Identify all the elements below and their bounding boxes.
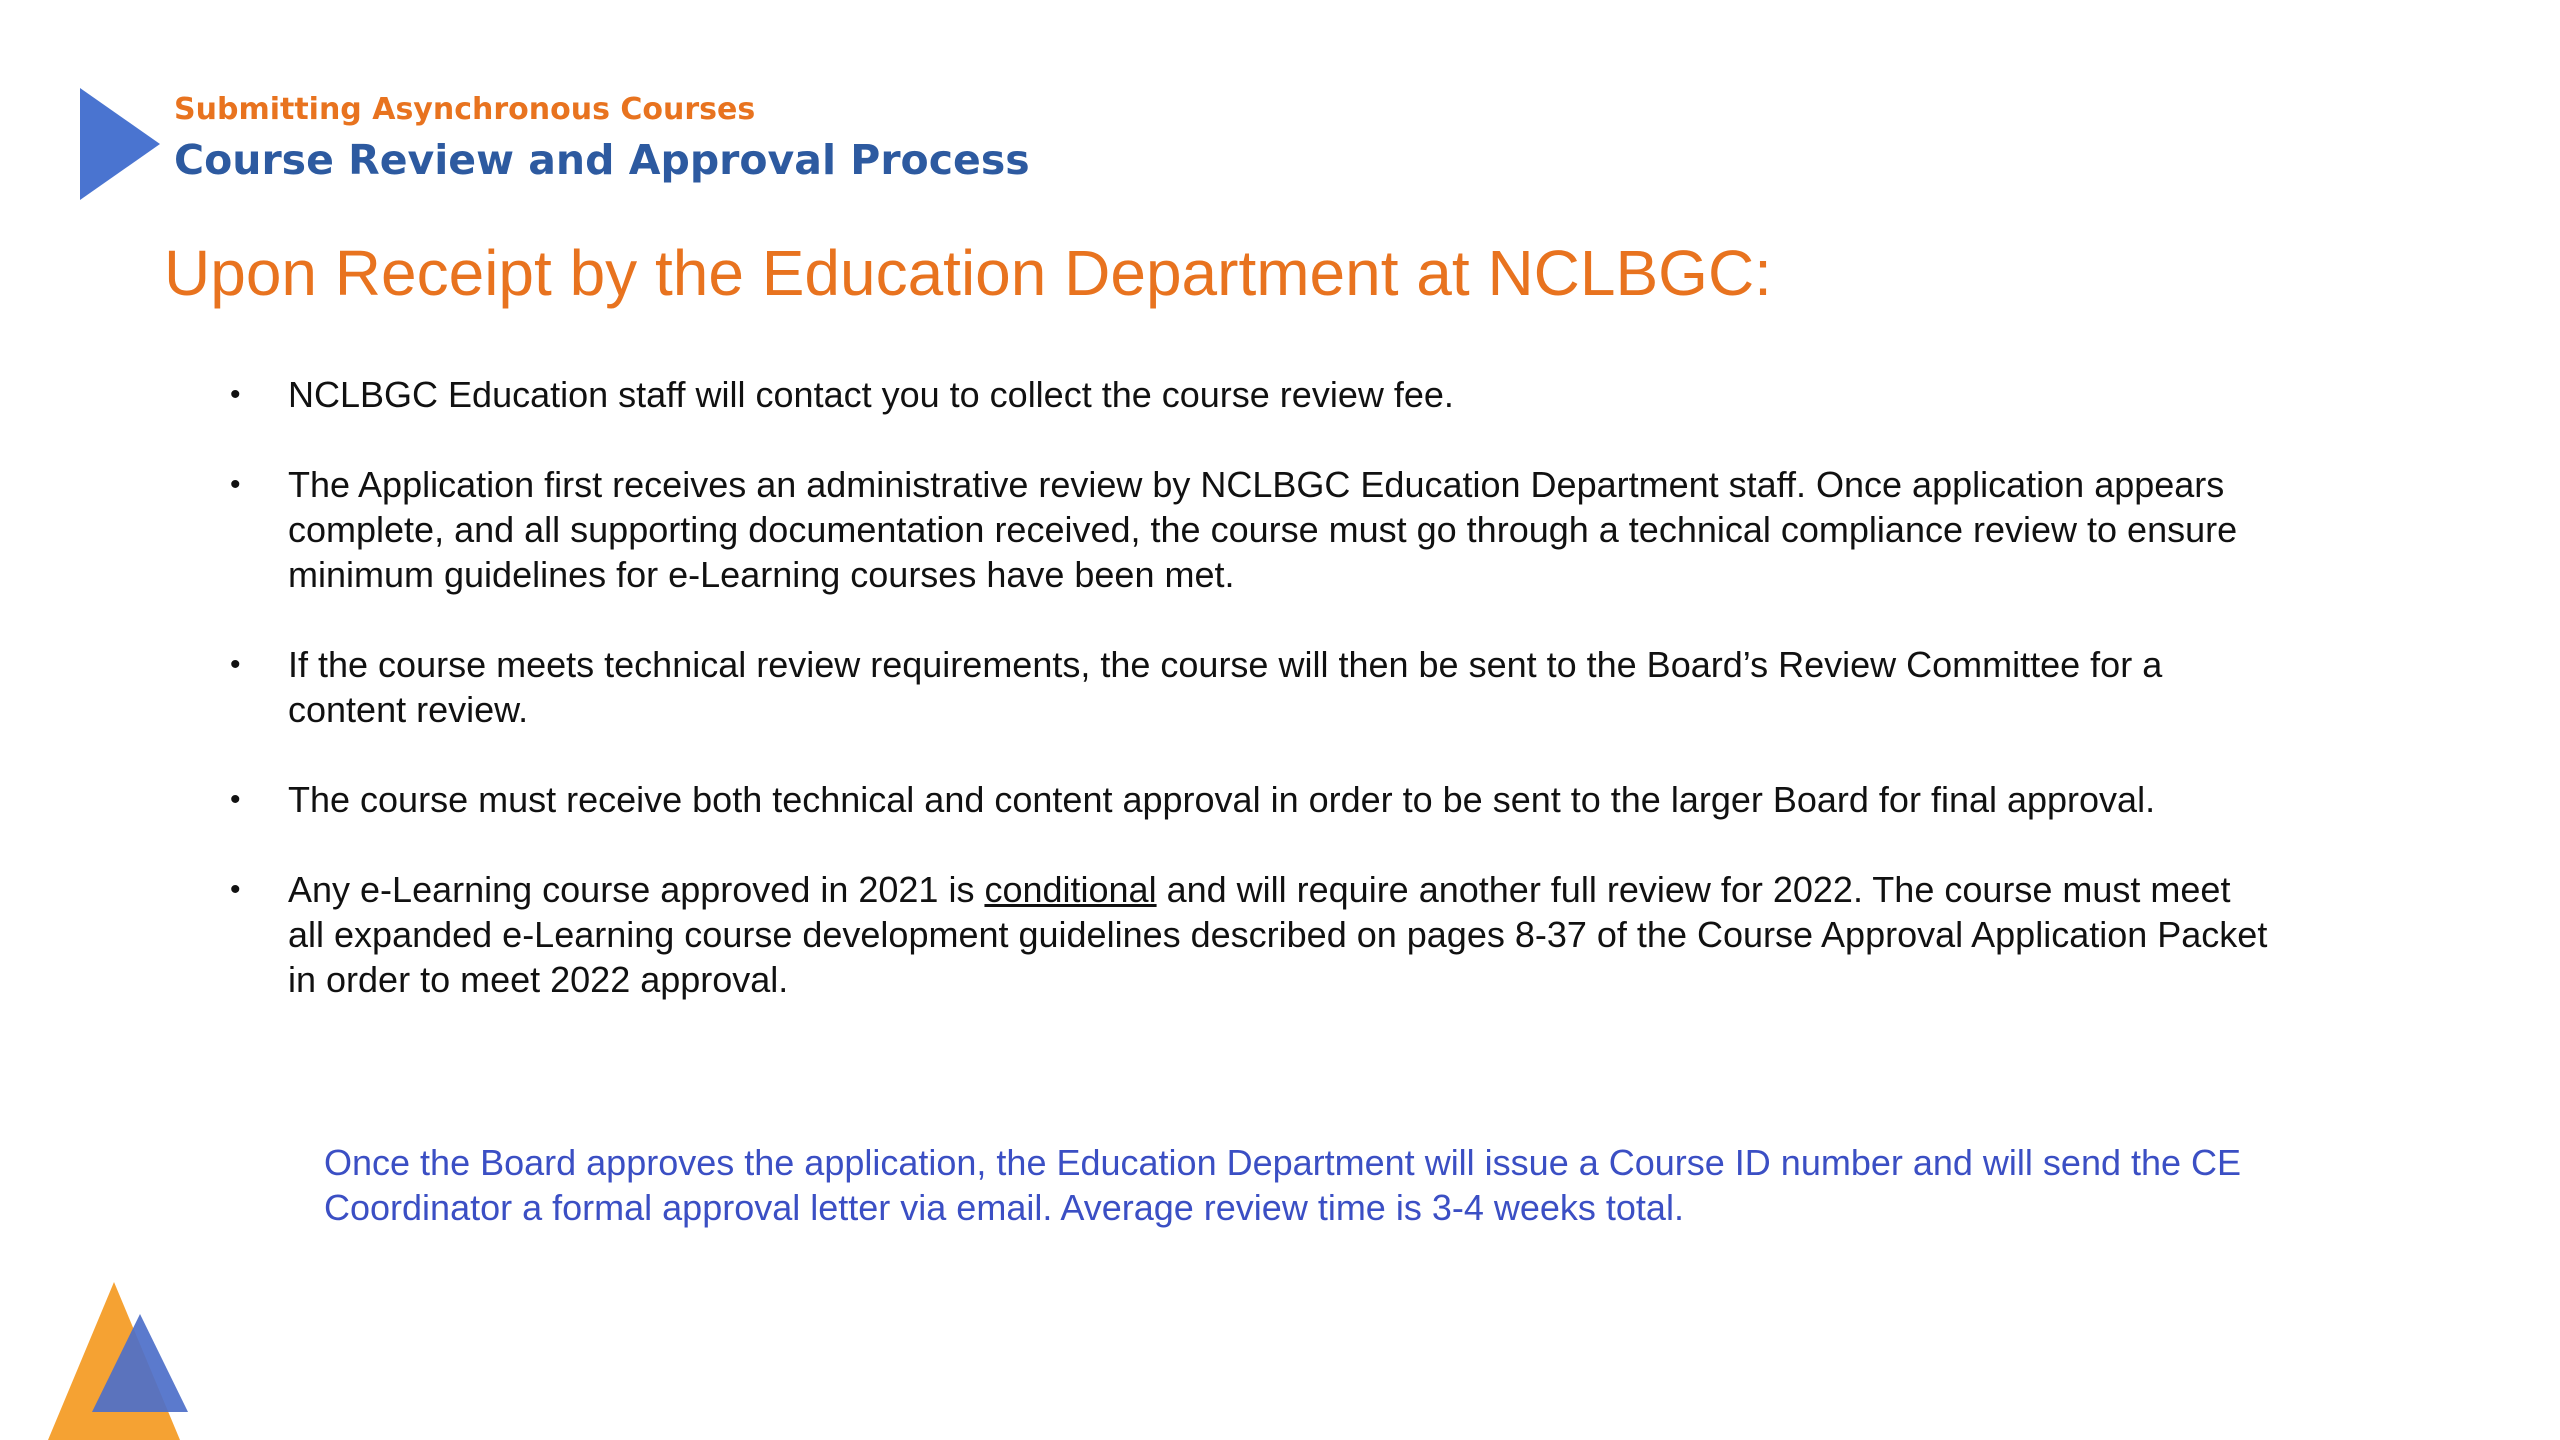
bullet-text [288, 869, 2267, 1000]
bullet-item [230, 642, 2270, 732]
approval-note: Once the Board approves the application, the Education Department will issue a Course ID number and will send the CE Coordinator a formal approval letter via email. Average review time is 3-4 weeks total. [324, 1142, 2242, 1228]
overlapping-triangles-logo-icon [48, 1282, 188, 1440]
bullet-item [230, 462, 2270, 597]
bullet-marker: • [230, 378, 241, 411]
bullet-item [230, 777, 2270, 822]
bullet-marker: • [230, 783, 241, 816]
slide-heading: Upon Receipt by the Education Department at NCLBGC: [164, 237, 1772, 309]
bullet-item [230, 867, 2270, 1002]
play-triangle-icon [80, 88, 160, 200]
bullet-text: NCLBGC Education staff will contact you to collect the course review fee. [288, 374, 1454, 415]
conditional-emphasis: conditional [984, 869, 1157, 910]
bullet-text: The course must receive both technical and content approval in order to be sent to the larger Board for final approval. [288, 779, 2156, 820]
bullet-text: The Application first receives an administrative review by NCLBGC Education Department staff. Once application appears complete, and all supporting documentation received, the course must go through a technical compliance review to ensure minimum guidelines for e-Learning courses have been met. [288, 464, 2238, 595]
bullet-item [230, 372, 2270, 417]
bullet-text-before: Any e-Learning course approved in 2021 is [288, 869, 985, 910]
header-title: Course Review and Approval Process [174, 136, 1030, 184]
bullet-text: If the course meets technical review requirements, the course will then be sent to the Board’s Review Committee for a content review. [288, 644, 2163, 730]
bullet-marker: • [230, 468, 241, 501]
header-subtitle: Submitting Asynchronous Courses [174, 92, 756, 127]
bullet-list [230, 372, 2270, 1047]
bullet-marker: • [230, 648, 241, 681]
bullet-marker: • [230, 873, 241, 906]
bullet-text-after: and will require another full review for 2022. The course must meet all expanded e-Learning course development guidelines described on pages 8-37 of the Course Approval Application Packet in order to meet 2022 approval. [288, 869, 2268, 1000]
